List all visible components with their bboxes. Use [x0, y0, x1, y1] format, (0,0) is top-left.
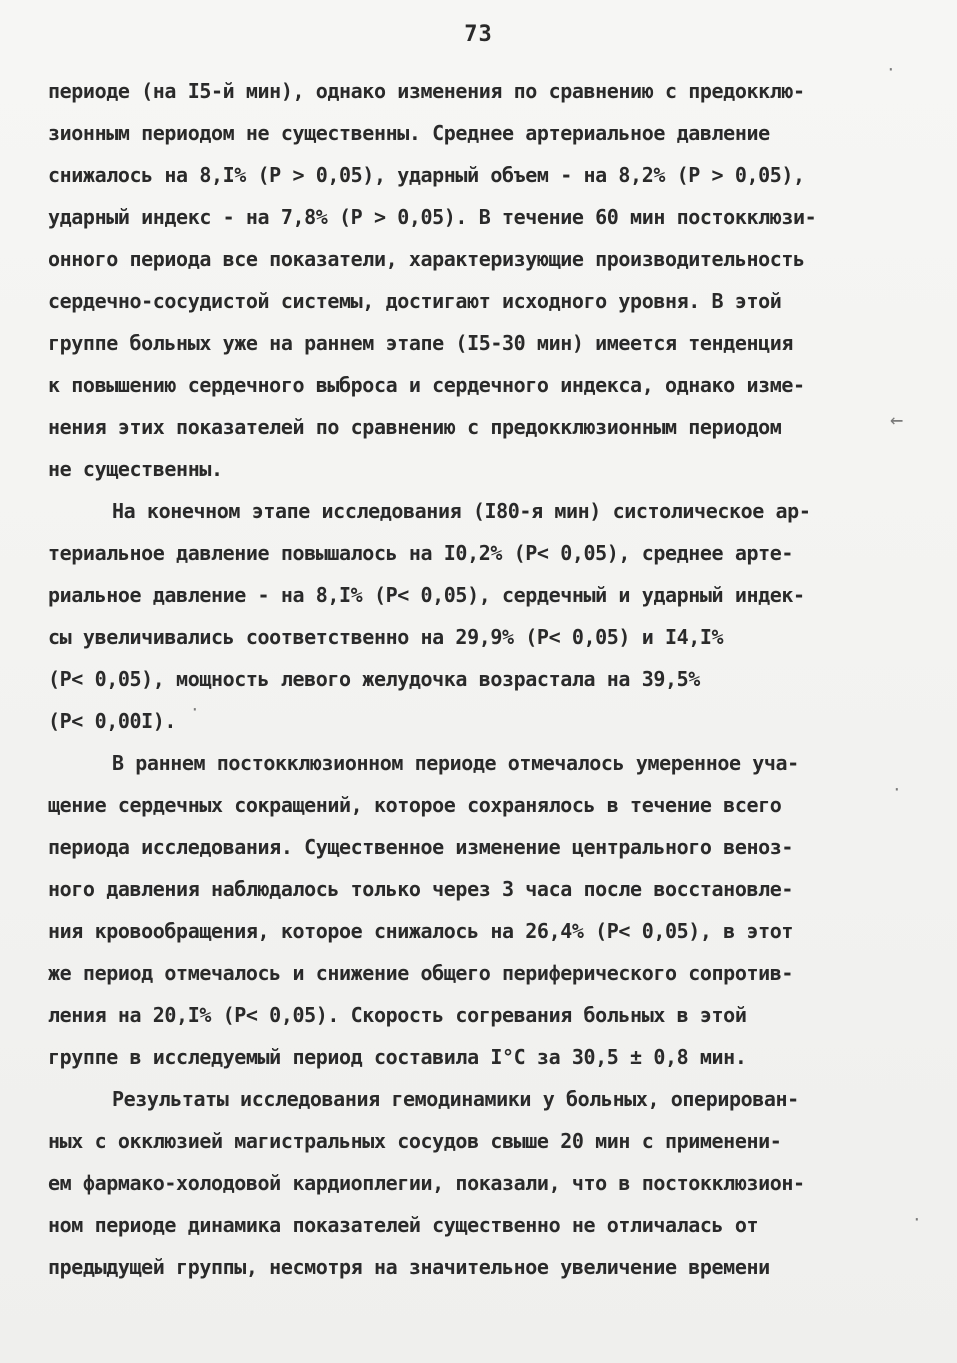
text-line: териальное давление повышалось на I0,2% (P< 0,05), среднее арте-: [48, 541, 794, 565]
text-line: зионным периодом не существенны. Среднее артериальное давление: [48, 121, 770, 145]
text-line: (P< 0,05), мощность левого желудочка возрастала на 39,5%: [48, 667, 700, 691]
page-number: 73: [464, 22, 493, 47]
text-line: онного периода все показатели, характеризующие производительность: [48, 247, 805, 271]
text-line: периоде (на I5-й мин), однако изменения по сравнению с предокклю-: [48, 79, 805, 103]
text-line: к повышению сердечного выброса и сердечного индекса, однако изме-: [48, 373, 805, 397]
text-line: ного давления наблюдалось только через 3 часа после восстановле-: [48, 877, 794, 901]
text-line: ем фармако-холодовой кардиоплегии, показали, что в постокклюзион-: [48, 1171, 805, 1195]
text-line: ном периоде динамика показателей существенно не отличалась от: [48, 1213, 759, 1237]
text-line: Результаты исследования гемодинамики у больных, оперирован-: [112, 1087, 799, 1111]
paragraph: [48, 490, 888, 742]
text-line: (P< 0,00I).: [48, 709, 177, 733]
text-line: сердечно-сосудистой системы, достигают исходного уровня. В этой: [48, 289, 782, 313]
margin-tick-mark: ·: [912, 1210, 922, 1229]
text-line: щение сердечных сокращений, которое сохранялось в течение всего: [48, 793, 782, 817]
text-line: ления на 20,I% (P< 0,05). Скорость согревания больных в этой: [48, 1003, 747, 1027]
text-line: не существенны.: [48, 457, 223, 481]
text-line: нения этих показателей по сравнению с предокклюзионным периодом: [48, 415, 782, 439]
text-line: риальное давление - на 8,I% (P< 0,05), сердечный и ударный индек-: [48, 583, 805, 607]
text-line: группе в исследуемый период составила I°C за 30,5 ± 0,8 мин.: [48, 1045, 747, 1069]
margin-arrow-mark: ←: [890, 408, 904, 433]
margin-tick-mark: ·: [892, 780, 902, 799]
paragraph: [48, 742, 888, 1078]
text-line: снижалось на 8,I% (P > 0,05), ударный объем - на 8,2% (P > 0,05),: [48, 163, 805, 187]
stray-dot-mark: ·: [190, 700, 200, 719]
text-line: В раннем постокклюзионном периоде отмечалось умеренное уча-: [112, 751, 799, 775]
text-line: группе больных уже на раннем этапе (I5-30 мин) имеется тенденция: [48, 331, 794, 355]
text-line: периода исследования. Существенное изменение центрального веноз-: [48, 835, 794, 859]
text-line: предыдущей группы, несмотря на значительное увеличение времени: [48, 1255, 770, 1279]
text-line: ударный индекс - на 7,8% (P > 0,05). В течение 60 мин постокклюзи-: [48, 205, 817, 229]
body-text: [48, 70, 888, 1288]
text-line: ния кровообращения, которое снижалось на 26,4% (P< 0,05), в этот: [48, 919, 794, 943]
text-line: ных с окклюзией магистральных сосудов свыше 20 мин с применени-: [48, 1129, 782, 1153]
text-line: сы увеличивались соответственно на 29,9% (P< 0,05) и I4,I%: [48, 625, 724, 649]
margin-tick-mark: ·: [886, 60, 896, 79]
text-line: На конечном этапе исследования (I80-я мин) систолическое ар-: [112, 499, 811, 523]
text-line: же период отмечалось и снижение общего периферического сопротив-: [48, 961, 794, 985]
paragraph: [48, 70, 888, 490]
paragraph: [48, 1078, 888, 1288]
